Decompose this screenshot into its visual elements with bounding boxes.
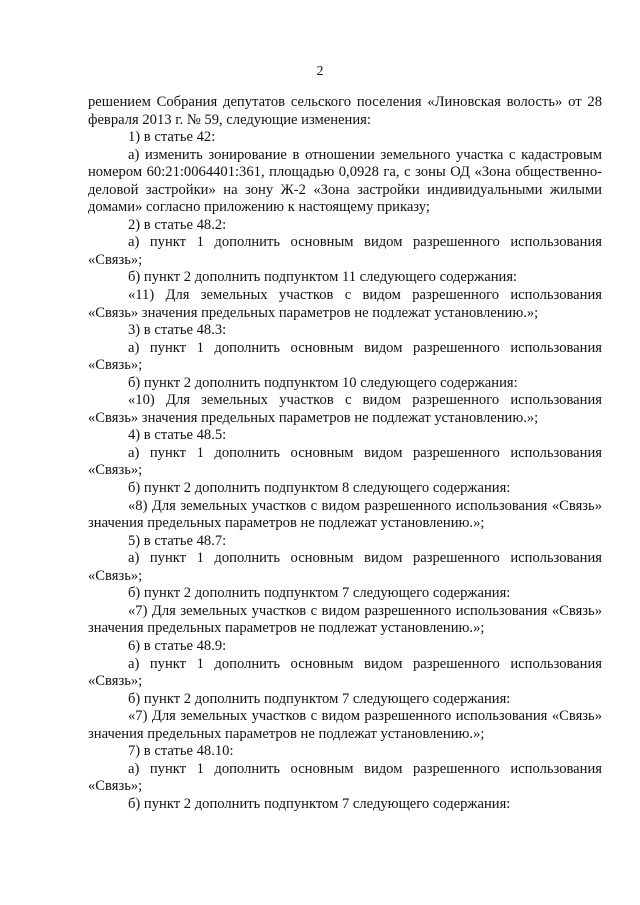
document-paragraph: 6) в статье 48.9:: [128, 637, 227, 654]
document-paragraph: «8) Для земельных участков с видом разрешенного использования «Связь» значения предельных параметров не подлежат установлению.»;: [88, 497, 602, 532]
document-paragraph: б) пункт 2 дополнить подпунктом 11 следующего содержания:: [128, 269, 518, 286]
document-paragraph: «11) Для земельных участков с видом разрешенного использования «Связь» значения предельных параметров не подлежат установлению.»;: [88, 287, 602, 321]
document-body: [88, 94, 602, 813]
document-paragraph: б) пункт 2 дополнить подпунктом 7 следующего содержания:: [128, 690, 511, 707]
document-paragraph: 3) в статье 48.3:: [128, 322, 227, 339]
document-paragraph: 7) в статье 48.10:: [128, 743, 234, 760]
document-paragraph: б) пункт 2 дополнить подпунктом 7 следующего содержания:: [128, 585, 511, 602]
document-paragraph: б) пункт 2 дополнить подпунктом 8 следующего содержания:: [128, 480, 511, 497]
document-paragraph: 4) в статье 48.5:: [128, 427, 227, 444]
document-paragraph: решением Собрания депутатов сельского поселения «Линовская волость» от 28 февраля 2013 г. № 59, следующие изменения:: [88, 94, 602, 128]
document-paragraph: 5) в статье 48.7:: [128, 532, 227, 549]
document-paragraph: 2) в статье 48.2:: [128, 216, 227, 233]
document-paragraph: а) пункт 1 дополнить основным видом разрешенного использования «Связь»;: [88, 655, 602, 690]
document-paragraph: «7) Для земельных участков с видом разрешенного использования «Связь» значения предельных параметров не подлежат установлению.»;: [88, 602, 602, 637]
document-paragraph: а) пункт 1 дополнить основным видом разрешенного использования «Связь»;: [88, 339, 602, 374]
document-paragraph: б) пункт 2 дополнить подпунктом 7 следующего содержания:: [128, 795, 511, 812]
document-paragraph: 1) в статье 42:: [128, 129, 216, 146]
document-paragraph: «7) Для земельных участков с видом разрешенного использования «Связь» значения предельных параметров не подлежат установлению.»;: [88, 708, 602, 742]
page-number: 2: [316, 64, 324, 79]
document-paragraph: а) пункт 1 дополнить основным видом разрешенного использования «Связь»;: [88, 444, 602, 479]
document-paragraph: а) изменить зонирование в отношении земельного участка с кадастровым номером 60:21:0064401:361, площадью 0,0928 га, с зоны ОД «Зона общественно-деловой застройки» на зону Ж-2 «Зона застройки индивидуальными жилыми домами» согласно приложению к настоящему приказу;: [88, 146, 602, 216]
document-paragraph: «10) Для земельных участков с видом разрешенного использования «Связь» значения предельных параметров не подлежат установлению.»;: [88, 392, 602, 426]
document-paragraph: а) пункт 1 дополнить основным видом разрешенного использования «Связь»;: [88, 234, 602, 268]
document-paragraph: б) пункт 2 дополнить подпунктом 10 следующего содержания:: [128, 374, 518, 391]
document-paragraph: а) пункт 1 дополнить основным видом разрешенного использования «Связь»;: [88, 550, 602, 584]
document-paragraph: а) пункт 1 дополнить основным видом разрешенного использования «Связь»;: [88, 760, 602, 795]
